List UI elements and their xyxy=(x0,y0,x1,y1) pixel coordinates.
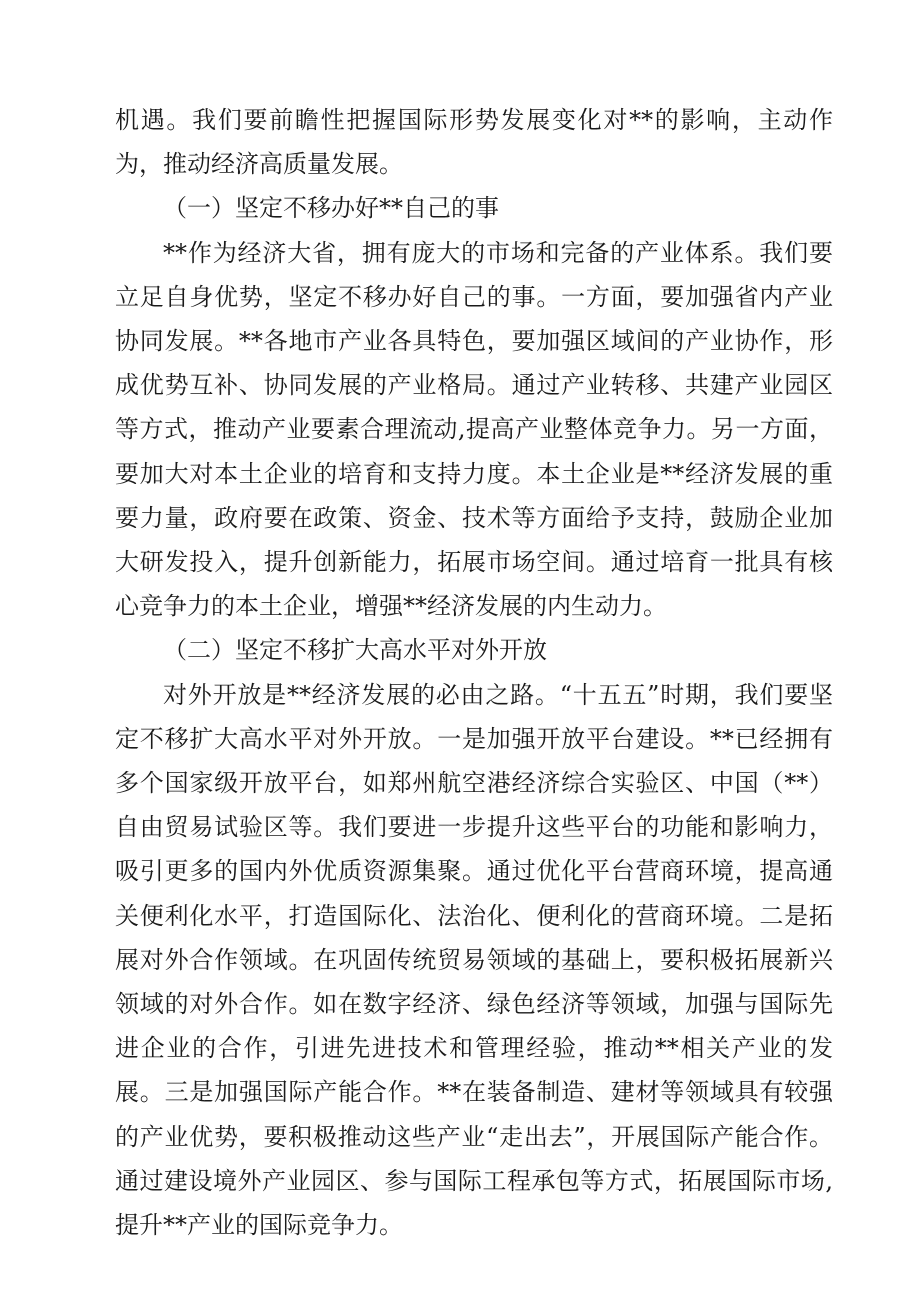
document-body xyxy=(115,98,833,1247)
paragraph-continuation: 机遇。我们要前瞻性把握国际形势发展变化对**的影响，主动作为，推动经济高质量发展。 xyxy=(115,106,833,179)
paragraph-section-1: **作为经济大省，拥有庞大的市场和完备的产业体系。我们要立足自身优势，坚定不移办好自己的事。一方面，要加强省内产业协同发展。**各地市产业各具特色，要加强区域间的产业协作，形成优势互补、协同发展的产业格局。通过产业转移、共建产业园区等方式，推动产业要素合理流动,提高产业整体竞争力。另一方面，要加大对本土企业的培育和支持力度。本土企业是**经济发展的重要力量，政府要在政策、资金、技术等方面给予支持，鼓励企业加大研发投入，提升创新能力，拓展市场空间。通过培育一批具有核心竞争力的本土企业，增强**经济发展的内生动力。 xyxy=(115,238,833,621)
section-heading-1: （一）坚定不移办好**自己的事 xyxy=(163,194,499,223)
section-heading-2: （二）坚定不移扩大高水平对外开放 xyxy=(163,636,547,665)
paragraph-section-2: 对外开放是**经济发展的必由之路。“十五五”时期，我们要坚定不移扩大高水平对外开放。一是加强开放平台建设。**已经拥有多个国家级开放平台，如郑州航空港经济综合实验区、中国（**）自由贸易试验区等。我们要进一步提升这些平台的功能和影响力，吸引更多的国内外优质资源集聚。通过优化平台营商环境，提高通关便利化水平，打造国际化、法治化、便利化的营商环境。二是拓展对外合作领域。在巩固传统贸易领域的基础上，要积极拓展新兴领域的对外合作。如在数字经济、绿色经济等领域，加强与国际先进企业的合作，引进先进技术和管理经验，推动**相关产业的发展。三是加强国际产能合作。**在装备制造、建材等领域具有较强的产业优势，要积极推动这些产业“走出去”，开展国际产能合作。通过建设境外产业园区、参与国际工程承包等方式，拓展国际市场,提升**产业的国际竞争力。 xyxy=(115,680,833,1240)
